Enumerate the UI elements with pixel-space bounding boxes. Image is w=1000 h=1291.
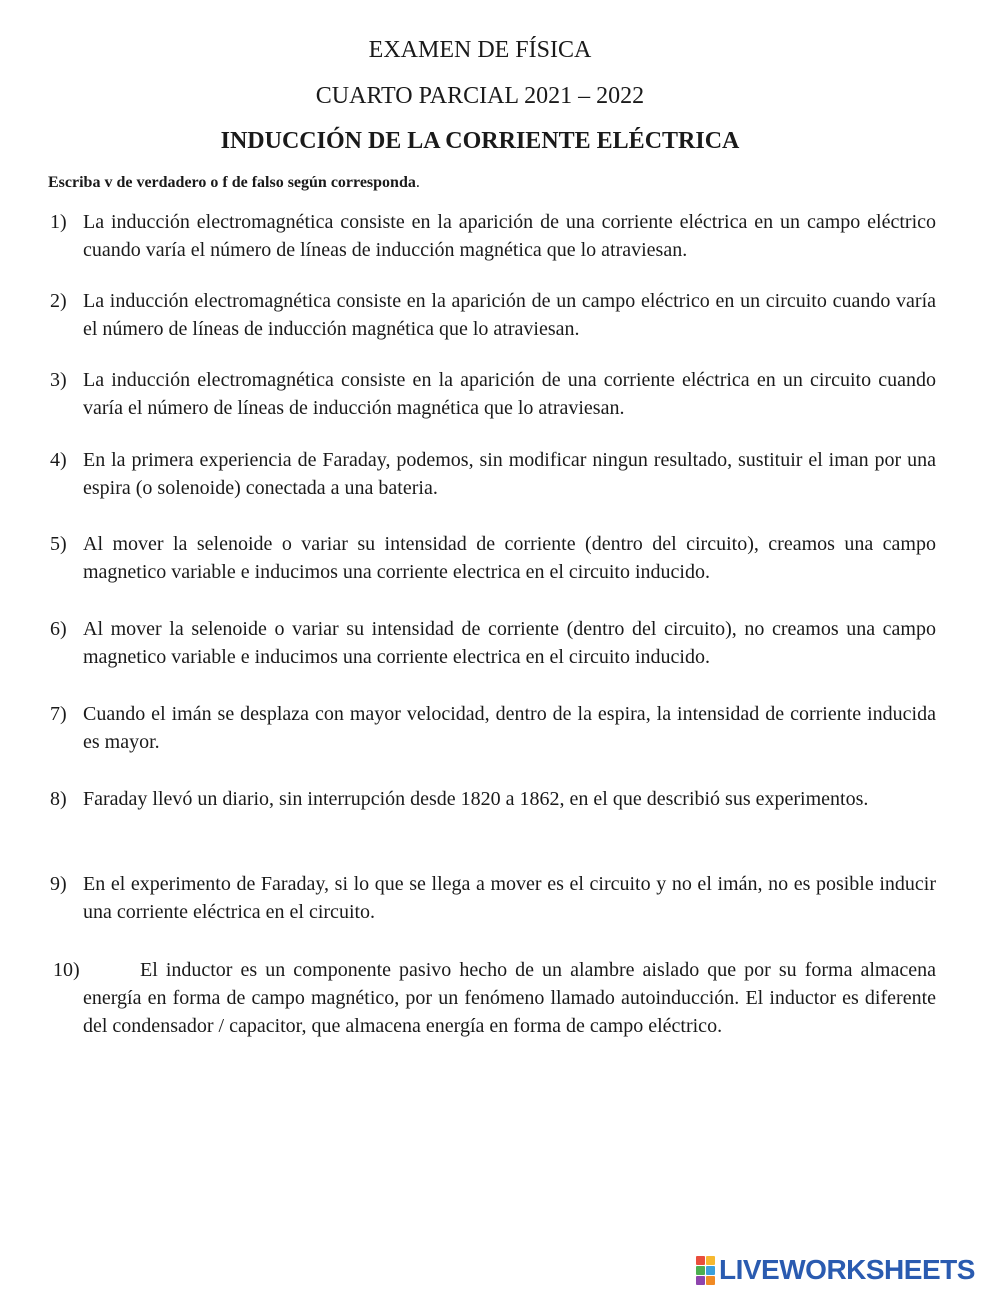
question-number: 7) [50,703,67,725]
question-text: Faraday llevó un diario, sin interrupción desde 1820 a 1862, en el que describió sus experimentos. [83,788,869,810]
logo-block [696,1266,705,1275]
logo-text: LIVEWORKSHEETS [719,1254,975,1285]
question-text: La inducción electromagnética consiste en la aparición de un campo eléctrico en un circuito cuando varía el número de líneas de inducción magnética que lo atraviesan. [83,290,936,340]
question-item [50,530,936,586]
question-number: 9) [50,873,67,895]
instruction-period: . [415,174,420,191]
logo-block [706,1276,715,1285]
question-number: 10) [53,959,80,981]
question-item [50,366,936,422]
question-item [50,700,936,756]
question-item [50,785,936,813]
question-number: 8) [50,788,67,810]
question-text: La inducción electromagnética consiste en la aparición de una corriente eléctrica en un circuito cuando varía el número de líneas de inducción magnética que lo atraviesan. [83,369,936,419]
question-item [50,956,936,1040]
instruction-text: Escriba v de verdadero o f de falso según corresponda [48,174,416,191]
logo-block [696,1276,705,1285]
question-number: 6) [50,618,67,640]
question-text: Cuando el imán se desplaza con mayor velocidad, dentro de la espira, la intensidad de corriente inducida es mayor. [83,703,936,753]
question-number: 2) [50,290,67,312]
logo-block [706,1266,715,1275]
question-text: Al mover la selenoide o variar su intensidad de corriente (dentro del circuito), creamos una campo magnetico variable e inducimos una corriente electrica en el circuito inducido. [83,533,936,583]
question-number: 1) [50,211,67,233]
question-item [50,208,936,264]
question-text: El inductor es un componente pasivo hecho de un alambre aislado que por su forma almacena energía en forma de campo magnético, por un fenómeno llamado autoinducción. El inductor es diferente del condensador / capacitor, que almacena energía en forma de campo eléctrico. [83,959,936,1037]
question-text: Al mover la selenoide o variar su intensidad de corriente (dentro del circuito), no creamos una campo magnetico variable e inducimos una corriente electrica en el circuito inducido. [83,618,936,668]
instruction [48,173,420,193]
logo-block [706,1256,715,1265]
question-number: 4) [50,449,67,471]
question-item [50,446,936,502]
exam-topic: INDUCCIÓN DE LA CORRIENTE ELÉCTRICA [220,128,740,154]
question-item [50,287,936,343]
question-number: 3) [50,369,67,391]
exam-title: EXAMEN DE FÍSICA [368,37,592,63]
logo-block [696,1256,705,1265]
question-text: En el experimento de Faraday, si lo que se llega a mover es el circuito y no el imán, no es posible inducir una corriente eléctrica en el circuito. [83,873,936,923]
liveworksheets-logo[interactable] [696,1254,975,1286]
liveworksheets-logo-icon [696,1256,715,1285]
exam-subtitle: CUARTO PARCIAL 2021 – 2022 [315,83,645,109]
question-item [50,615,936,671]
question-number: 5) [50,533,67,555]
question-text: La inducción electromagnética consiste en la aparición de una corriente eléctrica en un campo eléctrico cuando varía el número de líneas de inducción magnética que lo atraviesan. [83,211,936,261]
question-item [50,870,936,926]
question-text: En la primera experiencia de Faraday, podemos, sin modificar ningun resultado, sustituir el iman por una espira (o solenoide) conectada a una bateria. [83,449,936,499]
